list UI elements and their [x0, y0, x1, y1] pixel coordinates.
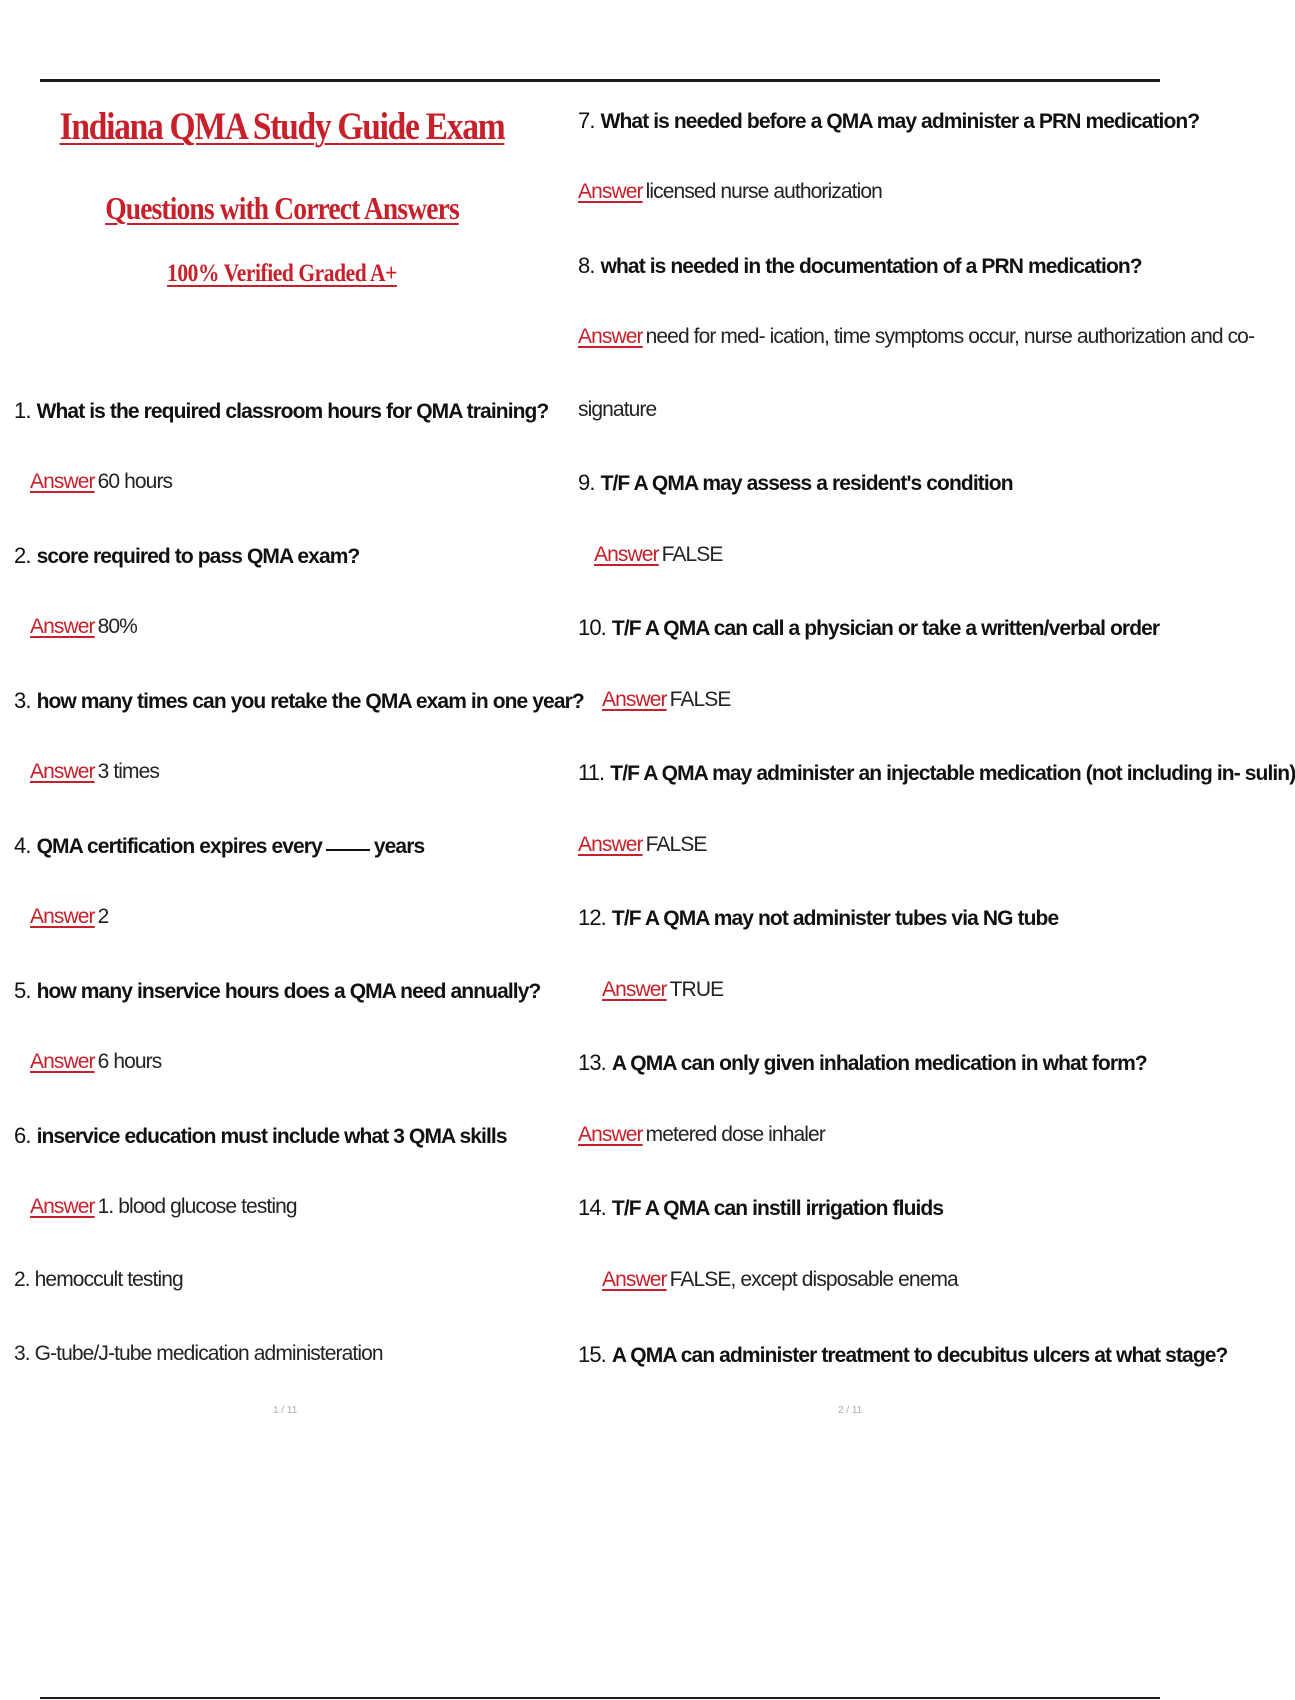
- question-text: what is needed in the documentation of a PRN medication?: [600, 255, 1142, 278]
- top-rule: [40, 79, 1160, 82]
- answer-12: [602, 978, 723, 1002]
- answer-text: need for med- ication, time symptoms occur, nurse authorization and co-: [645, 325, 1255, 348]
- question-12: [578, 905, 1058, 931]
- answer-text: FALSE: [661, 543, 723, 566]
- answer-label: Answer: [30, 760, 95, 783]
- answer-label: Answer: [578, 833, 643, 856]
- answer-label: Answer: [578, 1123, 643, 1146]
- question-10: [578, 615, 1159, 641]
- question-number: 7.: [578, 108, 595, 133]
- answer-4: [30, 905, 108, 929]
- answer-text: metered dose inhaler: [645, 1123, 825, 1146]
- question-text: QMA certification expires every: [36, 835, 322, 858]
- answer-text: 6 hours: [97, 1050, 162, 1073]
- question-text: how many times can you retake the QMA exam in one year?: [36, 690, 584, 713]
- answer-text: 60 hours: [97, 470, 173, 493]
- page-number: 2 / 11: [838, 1405, 863, 1416]
- answer-text: 80%: [97, 615, 137, 638]
- answer-text: FALSE: [645, 833, 707, 856]
- answer-1: [30, 470, 172, 494]
- answer-8: [578, 325, 1254, 349]
- question-2: [14, 543, 359, 569]
- answer-label: Answer: [594, 543, 659, 566]
- question-8: [578, 253, 1142, 279]
- answer-label: Answer: [30, 905, 95, 928]
- answer-6: [30, 1195, 297, 1219]
- fill-in-blank: [326, 849, 370, 851]
- answer-13: [578, 1123, 825, 1147]
- question-number: 1.: [14, 398, 31, 423]
- answer-label: Answer: [30, 615, 95, 638]
- question-15: [578, 1342, 1227, 1368]
- question-text: how many inservice hours does a QMA need annually?: [36, 980, 541, 1003]
- question-13: [578, 1050, 1147, 1076]
- answer-text: FALSE: [669, 688, 731, 711]
- answer-14: [602, 1268, 958, 1292]
- question-9: [578, 470, 1013, 496]
- answer-5: [30, 1050, 161, 1074]
- question-14: [578, 1195, 943, 1221]
- answer-text: 2: [97, 905, 109, 928]
- answer-7: [578, 180, 882, 204]
- question-number: 10.: [578, 615, 606, 640]
- answer-text: TRUE: [669, 978, 724, 1001]
- question-text: T/F A QMA can instill irrigation fluids: [611, 1197, 944, 1220]
- answer-label: Answer: [30, 1050, 95, 1073]
- answer-2: [30, 615, 137, 639]
- question-number: 8.: [578, 253, 595, 278]
- question-number: 11.: [578, 760, 605, 785]
- verified-badge: 100% Verified Graded A+: [167, 260, 397, 287]
- question-number: 3.: [14, 688, 31, 713]
- answer-label: Answer: [602, 688, 667, 711]
- question-7: [578, 108, 1199, 134]
- question-number: 9.: [578, 470, 595, 495]
- question-5: [14, 978, 540, 1004]
- document-subtitle: Questions with Correct Answers: [105, 190, 459, 226]
- answer-label: Answer: [578, 325, 643, 348]
- answer-text: 3 times: [97, 760, 160, 783]
- question-number: 6.: [14, 1123, 31, 1148]
- answer-text: FALSE, except disposable enema: [669, 1268, 958, 1291]
- answer-6-continued-2: 3. G-tube/J-tube medication administeration: [14, 1342, 383, 1365]
- answer-label: Answer: [578, 180, 643, 203]
- question-text: A QMA can administer treatment to decubitus ulcers at what stage?: [611, 1344, 1228, 1367]
- question-text: score required to pass QMA exam?: [36, 545, 360, 568]
- document-title: Indiana QMA Study Guide Exam: [59, 105, 505, 148]
- answer-3: [30, 760, 159, 784]
- question-text: What is needed before a QMA may administer a PRN medication?: [600, 110, 1200, 133]
- question-number: 4.: [14, 833, 31, 858]
- question-number: 14.: [578, 1195, 606, 1220]
- answer-10: [602, 688, 731, 712]
- question-text: What is the required classroom hours for QMA training?: [36, 400, 549, 423]
- question-text: T/F A QMA can call a physician or take a written/verbal order: [611, 617, 1160, 640]
- question-number: 12.: [578, 905, 606, 930]
- answer-label: Answer: [602, 1268, 667, 1291]
- answer-text: licensed nurse authorization: [645, 180, 882, 203]
- answer-text: 1. blood glucose testing: [97, 1195, 297, 1218]
- answer-6-continued-1: 2. hemoccult testing: [14, 1268, 183, 1291]
- question-number: 15.: [578, 1342, 606, 1367]
- answer-label: Answer: [602, 978, 667, 1001]
- question-text: T/F A QMA may assess a resident's condition: [600, 472, 1013, 495]
- question-text: A QMA can only given inhalation medication in what form?: [611, 1052, 1147, 1075]
- question-text: inservice education must include what 3 QMA skills: [36, 1125, 507, 1148]
- question-text: T/F A QMA may not administer tubes via NG tube: [611, 907, 1059, 930]
- question-6: [14, 1123, 507, 1149]
- answer-8-continued: signature: [578, 398, 657, 421]
- answer-11: [578, 833, 707, 857]
- answer-label: Answer: [30, 470, 95, 493]
- page-number: 1 / 11: [273, 1405, 298, 1416]
- question-text-end: years: [373, 835, 425, 858]
- bottom-rule: [40, 1697, 1160, 1699]
- question-number: 5.: [14, 978, 31, 1003]
- question-3: [14, 688, 584, 714]
- question-4: [14, 833, 424, 859]
- question-11: [578, 760, 1295, 786]
- question-number: 13.: [578, 1050, 606, 1075]
- answer-label: Answer: [30, 1195, 95, 1218]
- question-text: T/F A QMA may administer an injectable medication (not including in- sulin): [610, 762, 1295, 785]
- answer-9: [594, 543, 723, 567]
- question-number: 2.: [14, 543, 31, 568]
- question-1: [14, 398, 548, 424]
